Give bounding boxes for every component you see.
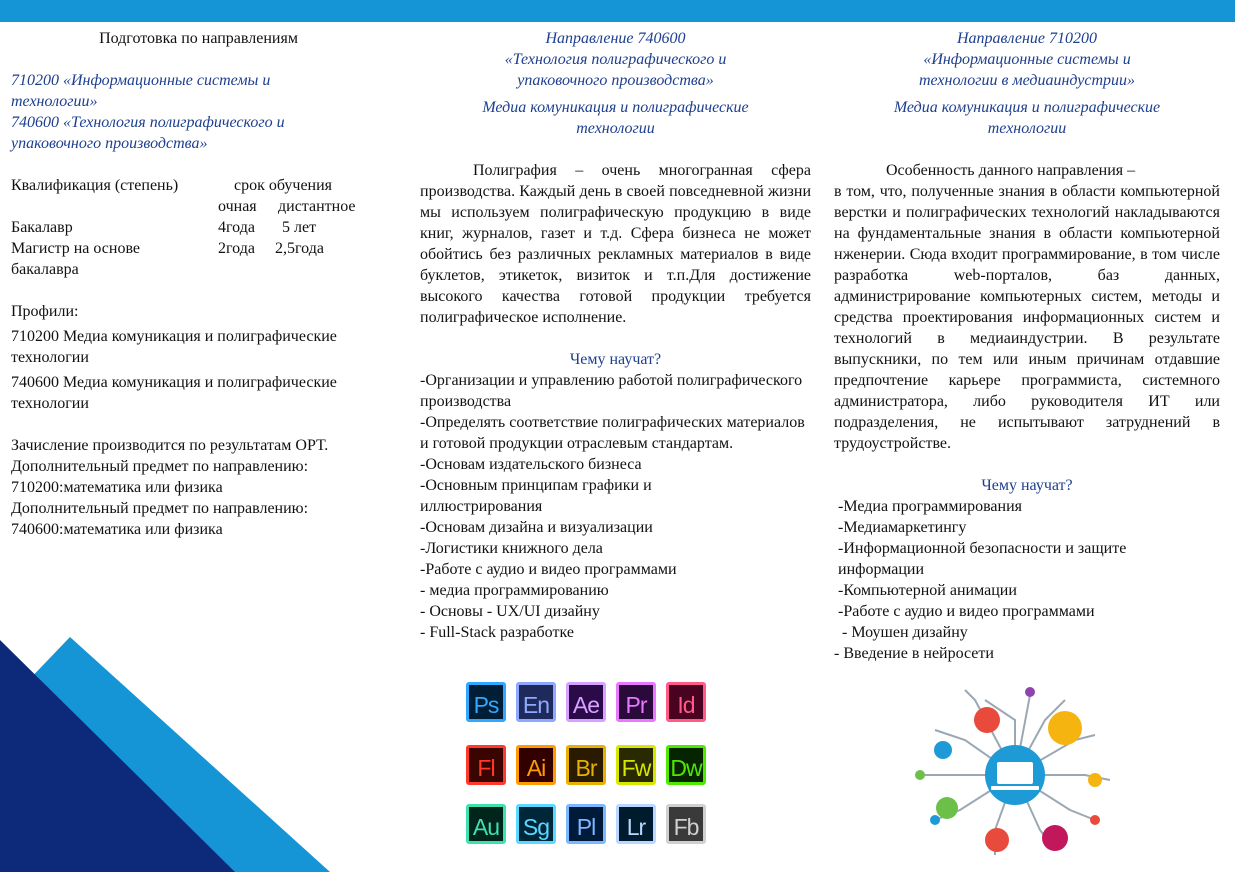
rocket-icon: [1025, 687, 1035, 697]
full-time-value: 2года: [218, 240, 255, 257]
list-item: -Определять соответствие полиграфических материалов и готовой продукции отраслевым стандартам.: [420, 414, 805, 452]
software-icon-fw: Fw: [616, 745, 656, 785]
software-icon-id: Id: [666, 682, 706, 722]
profiles-title: Профили:: [11, 303, 79, 320]
list-item: -Работе с аудио и видео программами: [420, 561, 677, 578]
column-right: [834, 22, 1220, 664]
enrollment-line: Дополнительный предмет по направлению:: [11, 458, 309, 475]
direction-title: Направление 710200: [956, 30, 1097, 47]
software-icon-br: Br: [566, 745, 606, 785]
dot-icon: [1090, 815, 1100, 825]
decorative-triangles: [0, 620, 330, 872]
list-item: -Информационной безопасности и защите информации: [838, 540, 1127, 578]
search-icon: [1042, 825, 1068, 851]
learn-list: [834, 496, 1220, 664]
direction-name: «Технология полиграфического и упаковочного производства»: [504, 51, 727, 89]
degree-name: Магистр на основе: [11, 240, 141, 257]
enrollment-line: 710200:математика или физика: [11, 479, 223, 496]
intro-text: Полиграфия – очень многогранная сфера производства. Каждый день в своей повседневной жизни мы используем полиграфическую продукцию в виде книг, журналов, газет и т.д. Сфера бизнеса не может обойтись без различных рекламных материалов в виде буклетов, этикеток, визиток и т.п.Для достижение высокого качества готовой продукции требуется полиграфическое исполнение.: [420, 162, 811, 326]
dot-icon: [915, 770, 925, 780]
wifi-icon: [936, 797, 958, 819]
list-item: -Логистики книжного дела: [420, 540, 603, 557]
chat-icon: [934, 741, 952, 759]
direction-title: Направление 740600: [545, 30, 686, 47]
intro-text: в том, что, полученные знания в области компьютерной верстки и полиграфических технологий накладываются на фундаментальные знания в области компьютерной нженерии. Сюда входит программирование, в том числе разработка web-порталов, баз данных, администрирование компьютерных систем, методы и средства проектирования информационных систем и технологий в медиаиндустрии. В результате выпускники, по тем или иным причинам отдавшие предпочтение карьере программиста, системного администратора, либо руководителя ИТ или подразделения, не испытывают затруднений в трудоустройстве.: [834, 183, 1220, 452]
full-time-value: 4года: [218, 219, 255, 236]
qualification-header: [11, 175, 406, 196]
qualification-row: [11, 217, 406, 238]
dot-icon: [1088, 773, 1102, 787]
technology-illustration: [905, 680, 1125, 870]
column-left: [11, 22, 406, 540]
laptop-icon: [997, 762, 1033, 784]
profile-item: 710200 Медиа комуникация и полиграфические технологии: [11, 328, 337, 366]
list-item: -Медиамаркетингу: [838, 519, 967, 536]
lock-icon: [985, 828, 1009, 852]
list-item: -Основам издательского бизнеса: [420, 456, 642, 473]
column-title: Подготовка по направлениям: [99, 30, 298, 47]
software-icon-au: Au: [466, 804, 506, 844]
software-icon-lr: Lr: [616, 804, 656, 844]
list-item: - Full-Stack разработке: [420, 624, 574, 641]
enrollment-line: Дополнительный предмет по направлению:: [11, 500, 309, 517]
software-icon-sg: Sg: [516, 804, 556, 844]
software-icon-dw: Dw: [666, 745, 706, 785]
software-icon-ai: Ai: [516, 745, 556, 785]
users-icon: [930, 815, 940, 825]
qualification-row: [11, 238, 406, 259]
direction-2: 740600 «Технология полиграфического и упаковочного производства»: [11, 114, 285, 152]
software-icon-fl: Fl: [466, 745, 506, 785]
list-item: -Медиа программирования: [838, 498, 1023, 515]
list-item: - Моушен дизайну: [838, 624, 968, 641]
software-icon-fb: Fb: [666, 804, 706, 844]
profile-item: 740600 Медиа комуникация и полиграфические технологии: [11, 374, 337, 412]
software-icon-pr: Pr: [616, 682, 656, 722]
degree-name: Бакалавр: [11, 219, 73, 236]
direction-1: 710200 «Информационные системы и технологии»: [11, 72, 271, 110]
list-item: -Основам дизайна и визуализации: [420, 519, 653, 536]
document-icon: [974, 707, 1000, 733]
profile-name: Медиа комуникация и полиграфические технологии: [893, 99, 1161, 137]
list-item: -Работе с аудио и видео программами: [838, 603, 1095, 620]
list-item: -Организации и управлению работой полиграфического производства: [420, 372, 803, 410]
column-middle: [420, 22, 811, 643]
software-icon-pl: Pl: [566, 804, 606, 844]
top-bar: [0, 0, 1235, 22]
list-item: - Основы - UX/UI дизайну: [420, 603, 600, 620]
software-icon-en: En: [516, 682, 556, 722]
software-icon-ps: Ps: [466, 682, 506, 722]
qualification-subheader: [11, 196, 406, 217]
list-item: -Основным принципам графики и иллюстрирования: [420, 477, 652, 515]
learn-title: Чему научат?: [981, 477, 1073, 494]
profile-name: Медиа комуникация и полиграфические технологии: [482, 99, 749, 137]
list-item: - медиа программированию: [420, 582, 609, 599]
direction-name: «Информационные системы и технологии в медиаиндустрии»: [918, 51, 1136, 89]
distance-value: 2,5года: [275, 240, 324, 257]
software-icon-ae: Ae: [566, 682, 606, 722]
enrollment-line: 740600:математика или физика: [11, 521, 223, 538]
intro-heading: Особенность данного направления –: [886, 162, 1136, 179]
duration-label: срок обучения: [234, 177, 333, 194]
enrollment-line: Зачисление производится по результатам ОРТ.: [11, 437, 329, 454]
distance-value: 5 лет: [282, 219, 317, 236]
learn-list: [420, 370, 811, 643]
laptop-base: [991, 786, 1039, 790]
qualification-label: Квалификация (степень): [11, 177, 179, 194]
gear-icon: [1048, 711, 1082, 745]
degree-name-cont: бакалавра: [11, 261, 79, 278]
full-time-label: очная: [218, 198, 257, 215]
list-item: -Компьютерной анимации: [838, 582, 1017, 599]
learn-title: Чему научат?: [569, 351, 662, 368]
list-item: - Введение в нейросети: [834, 645, 994, 662]
distance-label: дистантное: [278, 198, 356, 215]
